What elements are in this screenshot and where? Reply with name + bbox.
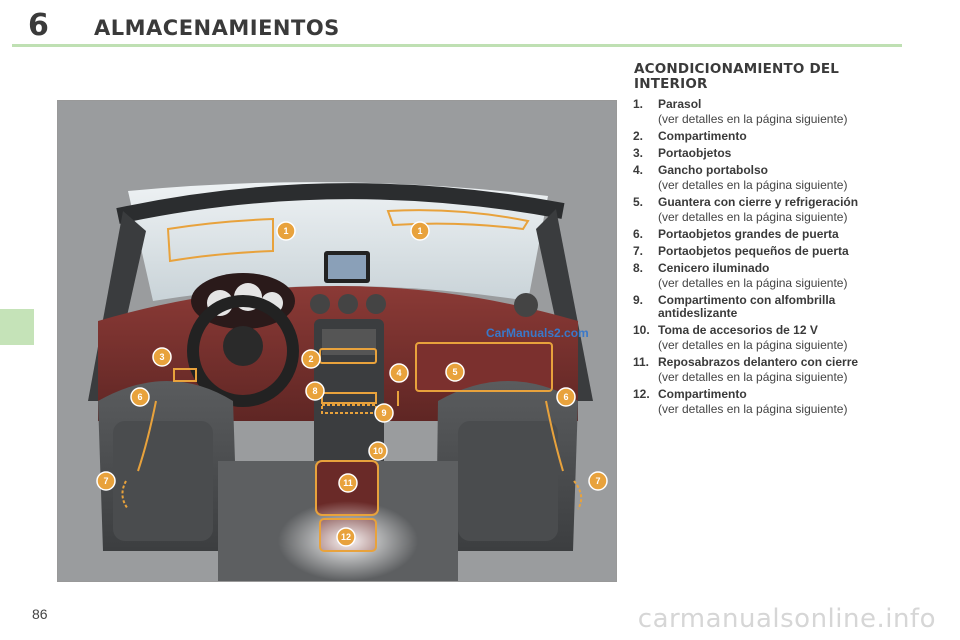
- callout-11: 11: [343, 478, 353, 488]
- item-label: Cenicero iluminado: [658, 261, 770, 275]
- list-item: [633, 130, 933, 143]
- callout-1b: 1: [417, 226, 423, 236]
- callout-4: 4: [396, 368, 402, 378]
- item-label: Toma de accesorios de 12 V: [658, 323, 818, 337]
- list-item: [633, 147, 933, 160]
- interior-illustration: [57, 100, 617, 582]
- watermark-text: CarManuals2.com: [486, 326, 589, 340]
- item-note: (ver detalles en la página siguiente): [658, 112, 848, 126]
- item-number: 7.: [633, 244, 644, 258]
- footer-site-watermark: carmanualsonline.info: [637, 604, 936, 634]
- list-item: [633, 196, 933, 224]
- chapter-side-tab: [0, 309, 34, 345]
- page-number: 86: [32, 606, 48, 622]
- item-note: (ver detalles en la página siguiente): [658, 276, 848, 290]
- item-label: Gancho portabolso: [658, 163, 769, 177]
- item-list: [633, 98, 933, 420]
- item-label: Portaobjetos grandes de puerta: [658, 227, 839, 241]
- callout-5: 5: [452, 367, 458, 377]
- item-note: (ver detalles en la página siguiente): [658, 402, 848, 416]
- item-label: Parasol: [658, 97, 702, 111]
- item-number: 5.: [633, 195, 644, 209]
- callout-7a: 7: [103, 476, 109, 486]
- callout-7b: 7: [595, 476, 601, 486]
- list-item: [633, 228, 933, 241]
- chapter-title: ALMACENAMIENTOS: [94, 16, 340, 40]
- callout-3: 3: [159, 352, 165, 362]
- item-number: 3.: [633, 146, 644, 160]
- callout-2: 2: [308, 354, 314, 364]
- item-note: (ver detalles en la página siguiente): [658, 338, 848, 352]
- list-item: [633, 164, 933, 192]
- item-number: 12.: [633, 387, 650, 401]
- list-item: [633, 324, 933, 352]
- list-item: [633, 262, 933, 290]
- item-number: 10.: [633, 323, 650, 337]
- item-label: Portaobjetos pequeños de puerta: [658, 244, 849, 258]
- callout-12: 12: [340, 532, 352, 542]
- item-note: (ver detalles en la página siguiente): [658, 210, 848, 224]
- section-title: ACONDICIONAMIENTO DEL INTERIOR: [634, 61, 840, 92]
- list-item: [633, 388, 933, 416]
- interior-illustration-svg: [58, 101, 616, 581]
- list-item: [633, 98, 933, 126]
- callout-6a: 6: [137, 392, 143, 402]
- callout-1a: 1: [283, 226, 289, 236]
- item-number: 1.: [633, 97, 644, 111]
- chapter-number: 6: [28, 8, 49, 43]
- item-number: 6.: [633, 227, 644, 241]
- item-number: 2.: [633, 129, 644, 143]
- list-item: [633, 294, 933, 320]
- header-rule: [12, 44, 902, 47]
- item-number: 4.: [633, 163, 644, 177]
- item-note: (ver detalles en la página siguiente): [658, 178, 848, 192]
- item-label: Reposabrazos delantero con cierre: [658, 355, 859, 369]
- callout-10: 10: [372, 446, 384, 456]
- list-item: [633, 245, 933, 258]
- item-label: Compartimento: [658, 387, 747, 401]
- list-item: [633, 356, 933, 384]
- callout-8: 8: [312, 386, 318, 396]
- callout-9: 9: [381, 408, 387, 418]
- callout-6b: 6: [563, 392, 569, 402]
- item-note: (ver detalles en la página siguiente): [658, 370, 848, 384]
- item-label: Compartimento con alfombrilla antideslizante: [658, 293, 836, 320]
- item-label: Compartimento: [658, 129, 747, 143]
- item-label: Portaobjetos: [658, 146, 732, 160]
- item-number: 9.: [633, 293, 644, 307]
- item-number: 8.: [633, 261, 644, 275]
- item-label: Guantera con cierre y refrigeración: [658, 195, 859, 209]
- item-number: 11.: [633, 355, 650, 369]
